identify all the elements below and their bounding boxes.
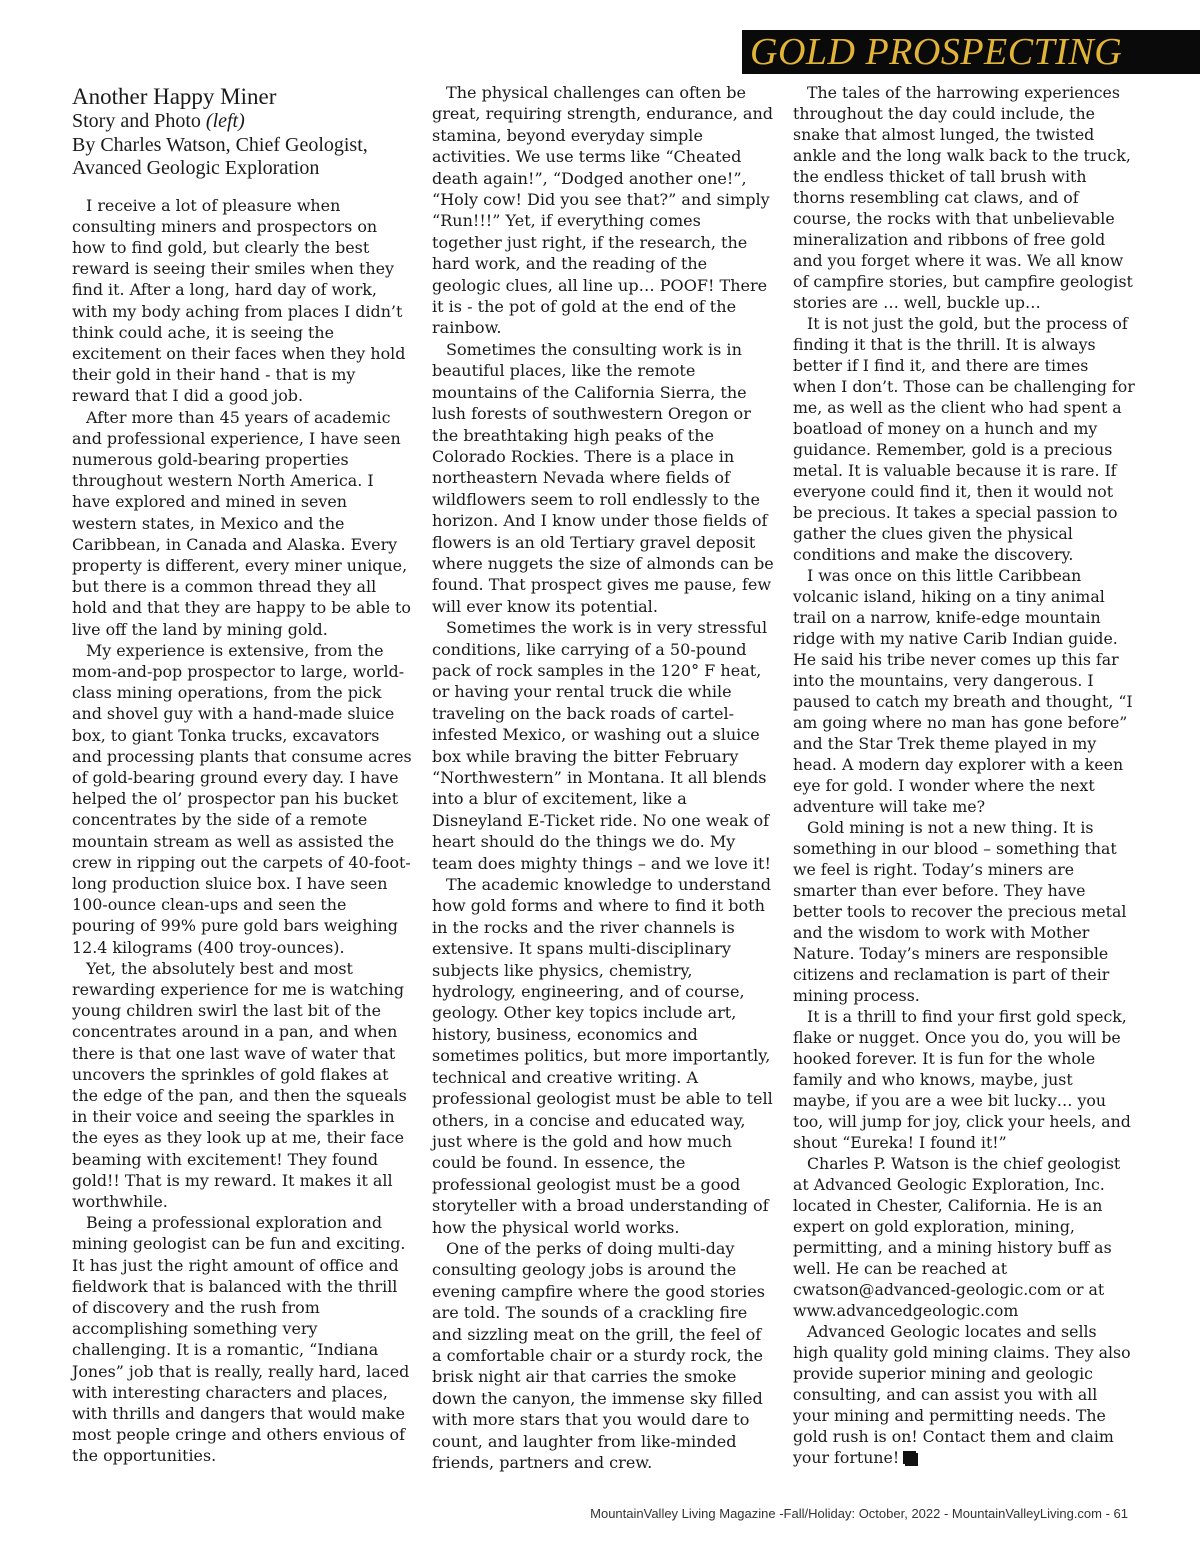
article-paragraph: The physical challenges can often be great, requiring strength, endurance, and stamina, beyond everyday simple activities. We use terms like “Cheated death again!”, “Dodged another one!”, “Holy cow! Did you see that?” and simply “Run!!!” Yet, if everything comes together just right, if the research, the hard work, and the reading of the geologic clues, all line up… POOF! There it is - the pot of gold at the end of the rainbow. xyxy=(432,83,774,338)
article-paragraph: Gold mining is not a new thing. It is something in our blood – something that we feel is right. Today’s miners are smarter than ever before. They have better tools to recover the precious metal and the wisdom to work with Mother Nature. Today’s miners are responsible citizens and reclamation is part of their mining process. xyxy=(793,818,1127,1005)
article-paragraph: The academic knowledge to understand how gold forms and where to find it both in the rocks and the river channels is extensive. It spans multi-disciplinary subjects like physics, chemistry, hydrology, engineering, and of course, geology. Other key topics include art, history, business, economics and sometimes politics, but more importantly, technical and creative writing. A professional geologist must be able to tell others, in a concise and educated way, just where is the gold and how much could be found. In essence, the professional geologist must be a good storyteller with a broad understanding of how the physical world works. xyxy=(432,875,773,1237)
article-paragraph: I was once on this little Caribbean volcanic island, hiking on a tiny animal trail on a narrow, knife-edge mountain ridge with my native Carib Indian guide. He said his tribe never comes up this far into the mountains, very dangerous. I paused to catch my breath and thought, “I am going where no man has gone before” and the Star Trek theme played in my head. A modern day explorer with a keen eye for gold. I wonder where the next adventure will take me? xyxy=(793,566,1133,816)
article-paragraph: It is not just the gold, but the process of finding it that is the thrill. It is always better if I find it, and there are times when I don’t. Those can be challenging for me, as well as the client who had spent a boatload of money on a hunch and my guidance. Remember, gold is a precious metal. It is valuable because it is rare. If everyone could find it, then it would not be precious. It takes a special passion to gather the clues given the physical conditions and make the discovery. xyxy=(793,314,1135,564)
company-blurb xyxy=(793,1321,1135,1468)
article-column-3 xyxy=(793,82,1135,1468)
story-credit-note: (left) xyxy=(205,110,245,132)
author-bio: Charles P. Watson is the chief geologist at Advanced Geologic Exploration, Inc. located in Chester, California. He is an expert on gold exploration, mining, permitting, and a mining history buff as well. He can be reached at cwatson@advanced-geologic.com or at www.advancedgeologic.com xyxy=(793,1154,1121,1320)
article-headline: Another Happy Miner xyxy=(72,84,277,109)
end-mark-icon xyxy=(903,1451,916,1464)
section-banner-title: GOLD PROSPECTING xyxy=(750,31,1123,73)
section-banner xyxy=(742,30,1200,74)
company-blurb-text: Advanced Geologic locates and sells high quality gold mining claims. They also provide superior mining and geologic consulting, and can assist you with all your mining and permitting needs. The gold rush is on! Contact them and claim your fortune! xyxy=(793,1322,1131,1467)
article-paragraph: I receive a lot of pleasure when consulting miners and prospectors on how to find gold, but clearly the best reward is seeing their smiles when they find it. After a long, hard day of work, with my body aching from places I didn’t think could ache, it is seeing the excitement on their faces when they hold their gold in their hand - that is my reward that I did a good job. xyxy=(72,195,406,406)
article-paragraph: Being a professional exploration and mining geologist can be fun and exciting. It has just the right amount of office and fieldwork that is balanced with the thrill of discovery and the rush from accomplishing something very challenging. It is a romantic, “Indiana Jones” job that is really, really hard, laced with interesting characters and places, with thrills and dangers that would make most people cringe and others envious of the opportunities. xyxy=(72,1213,410,1466)
story-credit-prefix: Story and Photo xyxy=(72,110,206,132)
article-paragraph: Sometimes the work is in very stressful conditions, like carrying of a 50-pound pack of rock samples in the 120° F heat, or having your rental truck die while traveling on the back roads of cartel-infested Mexico, or washing out a sluice box while braving the bitter February “Northwestern” in Montana. It all blends into a blur of excitement, like a Disneyland E-Ticket ride. No one weak of heart should do the things we do. My team does mighty things – and we love it! xyxy=(432,618,771,873)
article-paragraph: The tales of the harrowing experiences throughout the day could include, the snake that almost lunged, the twisted ankle and the long walk back to the truck, the endless thicket of tall brush with thorns resembling cat claws, and of course, the rocks with that unbelievable mineralization and ribbons of free gold and you forget where it was. We all know of campfire stories, but campfire geologist stories are … well, buckle up… xyxy=(793,83,1133,312)
story-credit xyxy=(72,110,412,134)
article-paragraph: Sometimes the consulting work is in beautiful places, like the remote mountains of the California Sierra, the lush forests of southwestern Oregon or the breathtaking high peaks of the Colorado Rockies. There is a place in northeastern Nevada where fields of wildflowers seem to roll endlessly to the horizon. And I know under those fields of flowers is an old Tertiary gravel deposit where nuggets the size of almonds can be found. That prospect gives me pause, few will ever know its potential. xyxy=(432,339,774,616)
article-column-2 xyxy=(432,82,774,1473)
article-affiliation: Avanced Geologic Exploration xyxy=(72,157,320,179)
article-paragraph: Yet, the absolutely best and most rewarding experience for me is watching young children swirl the last bit of the concentrates around in a pan, and when there is that one last wave of water that uncovers the sprinkles of gold flakes at the edge of the pan, and then the squeals in their voice and seeing the sparkles in the eyes as they look up at me, their face beaming with excitement! They found gold!! That is my reward. It makes it all worthwhile. xyxy=(72,958,407,1212)
article-paragraph: One of the perks of doing multi-day consulting geology jobs is around the evening campfire where the good stories are told. The sounds of a crackling fire and sizzling meat on the grill, the feel of a comfortable chair or a sturdy rock, the brisk night air that carries the smoke down the canyon, the immense sky filled with more stars that you would dare to count, and laughter from like-minded friends, partners and crew. xyxy=(432,1238,765,1472)
article-column-1 xyxy=(72,84,412,1467)
article-byline: By Charles Watson, Chief Geologist, xyxy=(72,133,368,156)
article-paragraph: It is a thrill to find your first gold speck, flake or nugget. Once you do, you will be hooked forever. It is fun for the whole family and who knows, maybe, just maybe, if you are a wee bit lucky… you too, will jump for joy, click your heels, and shout “Eureka! I found it!” xyxy=(793,1007,1131,1152)
article-paragraph: My experience is extensive, from the mom-and-pop prospector to large, world-class mining operations, from the pick and shovel guy with a hand-made sluice box, to giant Tonka trucks, excavators and processing plants that consume acres of gold-bearing ground every day. I have helped the ol’ prospector pan his bucket concentrates by the side of a remote mountain stream as well as assisted the crew in ripping out the carpets of 40-foot-long production sluice box. I have seen 100-ounce clean-ups and seen the pouring of 99% pure gold bars weighing 12.4 kilograms (400 troy-ounces). xyxy=(72,640,412,957)
article-header xyxy=(72,84,412,181)
page-footer: MountainValley Living Magazine -Fall/Holiday: October, 2022 - MountainValleyLiving.com - 61 xyxy=(590,1506,1128,1521)
article-paragraph: After more than 45 years of academic and professional experience, I have seen numerous gold-bearing properties throughout western North America. I have explored and mined in seven western states, in Mexico and the Caribbean, in Canada and Alaska. Every property is different, every miner unique, but there is a common thread they all hold and that they are happy to be able to live off the land by mining gold. xyxy=(72,407,411,639)
